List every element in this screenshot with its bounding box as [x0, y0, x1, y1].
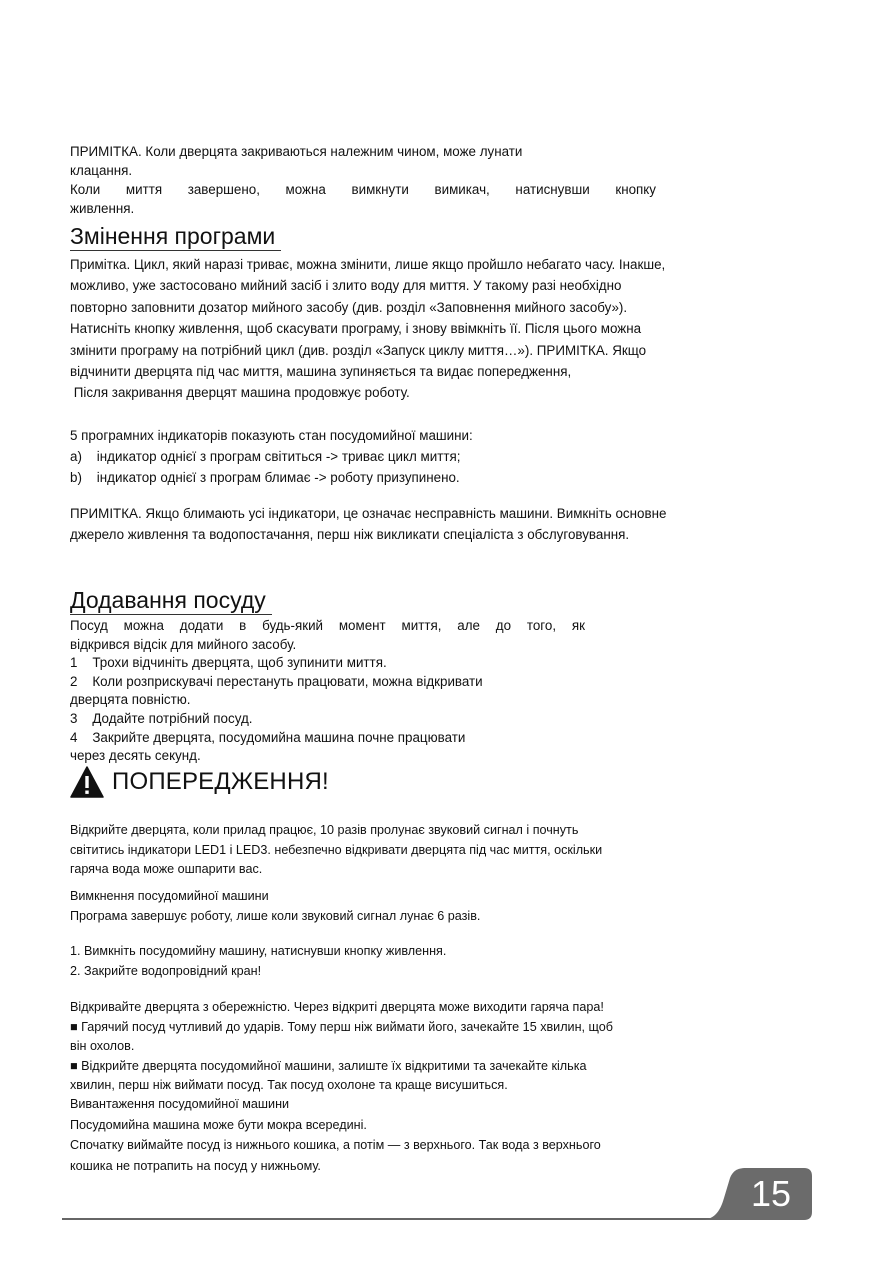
warning-title: ПОПЕРЕДЖЕННЯ! — [112, 768, 329, 795]
text-line: повторно заповнити дозатор мийного засобу (див. розділ «Заповнення мийного засобу»). — [70, 299, 628, 315]
text-line: ПРИМІТКА. Якщо блимають усі індикатори, це означає несправність машини. Вимкніть основне — [70, 506, 667, 521]
text-line: живлення. — [70, 201, 135, 216]
page-number: 15 — [750, 1173, 792, 1214]
list-item: 1 Трохи відчиніть дверцята, щоб зупинити миття. — [70, 655, 387, 671]
text-line: Посуд можна додати в будь-який момент миття, але до того, як — [70, 618, 585, 633]
text-line: Відкривайте дверцята з обережністю. Через відкриті дверцята може виходити гаряча пара! — [70, 1000, 604, 1014]
indicators-note — [70, 503, 666, 545]
text-line: Програма завершує роботу, лише коли звуковий сигнал лунає 6 разів. — [70, 908, 481, 923]
text-line: клацання. — [70, 163, 133, 178]
add-dishes-text — [70, 617, 585, 766]
text-line: дверцята повністю. — [70, 692, 191, 708]
text-line: він охолов. — [70, 1039, 135, 1053]
list-item: b) індикатор однієї з програм блимає -> роботу призупинено. — [70, 470, 460, 485]
text-line: гаряча вода може ошпарити вас. — [70, 862, 263, 876]
text-line: можливо, уже застосовано мийний засіб і злито воду для миття. У такому разі необхідно — [70, 278, 622, 294]
list-item: a) індикатор однієї з програм світиться -> триває цикл миття; — [70, 449, 461, 464]
indicators-intro: 5 програмних індикаторів показують стан посудомийної машини: — [70, 428, 473, 443]
list-item: 2 Коли розприскувачі перестануть працювати, можна відкривати — [70, 673, 483, 689]
section-title-add-dishes: Додавання посуду — [70, 586, 272, 615]
text-line: світитись індикатори LED1 і LED3. небезпечно відкривати дверцята під час миття, оскільки — [70, 842, 603, 857]
unloading-block — [70, 1094, 601, 1176]
text-line: ПРИМІТКА. Коли дверцята закриваються належним чином, може лунати — [70, 144, 523, 159]
open-door-block — [70, 998, 613, 1096]
text-line: хвилин, перш ніж виймати посуд. Так посуд охолоне та краще висушиться. — [70, 1078, 508, 1092]
text-line: Після закривання дверцят машина продовжує роботу. — [70, 385, 410, 401]
text-line: Натисніть кнопку живлення, щоб скасувати програму, і знову ввімкніть її. Після цього можна — [70, 321, 642, 337]
text-line: відчинити дверцята під час миття, машина зупиняється та видає попередження, — [70, 364, 572, 380]
subheading-unloading: Вивантаження посудомийної машини — [70, 1097, 290, 1111]
list-item: 4 Закрийте дверцята, посудомийна машина почне працювати — [70, 729, 466, 745]
text-line: Спочатку виймайте посуд із нижнього кошика, а потім — з верхнього. Так вода з верхнього — [70, 1138, 601, 1152]
section-title-change-program: Змінення програми — [70, 222, 281, 251]
list-item: ■ Відкрийте дверцята посудомийної машини, залиште їх відкритими та зачекайте кілька — [70, 1058, 587, 1073]
text-line: Примітка. Цикл, який наразі триває, можна змінити, лише якщо пройшло небагато часу. Інакше, — [70, 257, 666, 272]
change-program-text — [70, 254, 665, 404]
indicators-block — [70, 425, 473, 488]
text-line: кошика не потрапить на посуд у нижньому. — [70, 1158, 321, 1173]
list-item: ■ Гарячий посуд чутливий до ударів. Тому перш ніж виймати його, зачекайте 15 хвилин, щоб — [70, 1019, 613, 1034]
text-line: через десять секунд. — [70, 748, 201, 764]
text-line: Коли миття завершено, можна вимкнути вимикач, натиснувши кнопку — [70, 182, 656, 197]
warning-triangle-icon — [70, 766, 104, 798]
text-line: Посудомийна машина може бути мокра всередині. — [70, 1117, 367, 1132]
subheading-turn-off: Вимкнення посудомийної машини — [70, 889, 269, 903]
footer-divider — [62, 1218, 722, 1220]
list-item: 3 Додайте потрібний посуд. — [70, 710, 253, 726]
note-closing-door — [70, 142, 656, 218]
warning-header — [70, 765, 329, 799]
turn-off-steps — [70, 942, 446, 981]
list-item: 2. Закрийте водопровідний кран! — [70, 963, 262, 978]
text-line: змінити програму на потрібний цикл (див. розділ «Запуск циклу миття…»). ПРИМІТКА. Якщо — [70, 342, 647, 358]
text-line: відкрився відсік для мийного засобу. — [70, 636, 297, 652]
list-item: 1. Вимкніть посудомийну машину, натиснувши кнопку живлення. — [70, 944, 447, 958]
turn-off-block — [70, 887, 480, 926]
text-line: Відкрийте дверцята, коли прилад працює, 10 разів пролунає звуковий сигнал і почнуть — [70, 823, 579, 837]
text-line: джерело живлення та водопостачання, перш ніж викликати спеціаліста з обслуговування. — [70, 527, 630, 542]
warning-text — [70, 821, 602, 880]
